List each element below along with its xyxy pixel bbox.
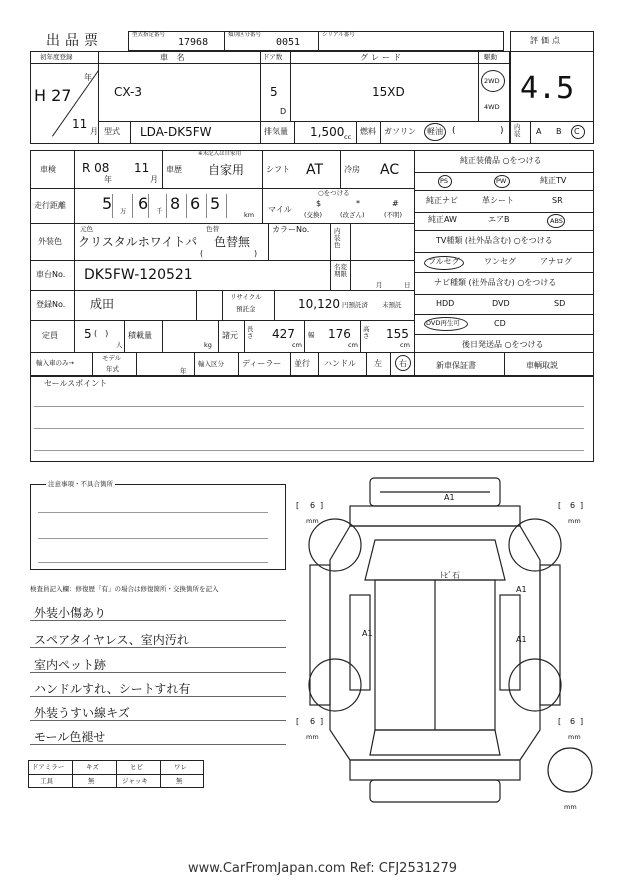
tire-depth-fl-mm: mm (306, 517, 319, 525)
mileage-opt-exchange: (交換) (304, 211, 323, 219)
length-value: 427 (272, 327, 295, 341)
later-manual: 車輌取説 (526, 361, 558, 370)
inspection-month-unit: 月 (150, 175, 158, 184)
damage-mark-right-front: A1 (516, 585, 527, 594)
drive-2wd: 2WD (484, 77, 500, 85)
grade-value: 15XD (372, 85, 405, 99)
crack-header: ヒビ (130, 763, 143, 771)
fuel-paren-open: ( (452, 126, 456, 136)
history-label: 車歴 (166, 165, 182, 174)
recycle-value: 10,120 (298, 297, 340, 311)
navi-cd: CD (494, 319, 506, 328)
recycle-label-2: 預託金 (236, 305, 256, 313)
tire-depth-rl-close: ] (320, 717, 324, 726)
color-orig: クリスタルホワイトパ (78, 235, 198, 249)
mileage-opt-star: * (356, 199, 360, 208)
capacity-label: 定員 (42, 331, 58, 340)
import-parallel: 並行 (294, 359, 310, 368)
form-title: 出品票 (46, 33, 103, 49)
tire-depth-fl: [ (296, 501, 300, 510)
ac-value: AC (380, 162, 400, 178)
tv-analog: アナログ (540, 257, 572, 266)
inspection-month: 11 (134, 161, 150, 175)
tire-depth-rr: [ (558, 717, 562, 726)
color-orig-label: 元色 (80, 225, 93, 233)
first-reg-year: H 27 (34, 86, 72, 105)
import-dealer: ディーラー (242, 359, 282, 368)
damage-mark-right-rear: A1 (516, 635, 527, 644)
color-label: 外装色 (38, 237, 62, 246)
mirror-header: ドアミラー (32, 763, 65, 771)
mileage-opt-hash: # (392, 199, 399, 208)
height-value: 155 (386, 327, 409, 341)
mileage-opt-mile: マイル (268, 205, 292, 214)
tv-fullseg: フルセグ (428, 257, 460, 266)
height-label: 高さ (363, 325, 370, 341)
tire-depth-fr-mm: mm (568, 517, 581, 525)
shift-value: AT (306, 162, 324, 178)
import-type-label: 輸入区分 (198, 360, 224, 368)
km-unit: km (244, 211, 255, 219)
equip-sr: SR (552, 196, 563, 205)
mileage-digit-4: 6 (190, 194, 201, 213)
cc-unit: cc (344, 133, 352, 141)
tire-front-left (309, 519, 361, 571)
car-name: CX-3 (114, 85, 142, 99)
tire-depth-rr-close: ] (580, 717, 584, 726)
navi-title: ナビ種類 (社外品含む) ○をつける (434, 278, 557, 287)
notes-label: 注意事項・不具合箇所 (48, 480, 113, 488)
navi-sd: SD (554, 299, 566, 308)
load-kg: kg (204, 341, 212, 349)
jack-cell: ジャッキ (122, 777, 148, 785)
jack-value: 無 (176, 777, 183, 785)
spare-tire (548, 748, 592, 792)
doors-sub: D (280, 107, 287, 116)
width-label: 幅 (308, 331, 315, 339)
handle-right: 右 (399, 359, 407, 368)
tire-rear-right (509, 659, 561, 711)
interior-b: B (556, 127, 562, 136)
damage-mark-left-door: A1 (362, 629, 373, 638)
shift-label: シフト (266, 165, 290, 174)
tire-depth-fl-close: ] (320, 501, 324, 510)
width-value: 176 (328, 327, 351, 341)
reg-value: 成田 (90, 297, 115, 311)
year-unit: 年 (84, 73, 92, 82)
fuel-diesel: 軽油 (427, 127, 443, 136)
tire-depth-fr-val: 6 (570, 501, 576, 510)
tire-depth-rr-mm: mm (568, 733, 581, 741)
color-no-label: カラーNo. (272, 225, 310, 234)
tv-oneseg: ワンセグ (484, 257, 516, 266)
model-year-label-1: モデル (102, 354, 122, 362)
model-value: LDA-DK5FW (140, 125, 212, 139)
fuel-gasoline: ガソリン (384, 127, 416, 136)
type-number-value: 17968 (178, 37, 209, 48)
length-cm: cm (292, 341, 302, 349)
class-number-label: 類別区分番号 (228, 32, 262, 38)
man-unit: 万 (120, 207, 127, 215)
navi-dvd-play: DVD再生可 (426, 319, 460, 327)
tools-value: 無 (88, 777, 95, 785)
name-change-day: 日 (404, 281, 411, 289)
later-warranty: 新車保証書 (436, 361, 476, 370)
color-code-label: 色替 (206, 225, 219, 233)
equip-airbag: エアB (488, 215, 510, 224)
dims-label: 諸元 (222, 331, 238, 340)
notes-box (30, 484, 286, 570)
damage-mark-front: A1 (444, 493, 455, 502)
color-paren-open: ( (200, 249, 204, 258)
car-damage-diagram (290, 470, 600, 810)
tire-depth-rl: [ (296, 717, 300, 726)
equip-ps: PS (440, 177, 449, 185)
history-note: ※未記入は自家用 (198, 151, 242, 157)
tire-depth-rl-mm: mm (306, 733, 319, 741)
inspection-year-unit: 年 (104, 175, 112, 184)
navi-hdd: HDD (436, 299, 455, 308)
interior-color-label: 内装色 (334, 227, 341, 250)
chassis-value: DK5FW-120521 (84, 267, 193, 283)
inspector-note: 外装うすい線キズ (34, 706, 130, 720)
handle-label: ハンドル (324, 359, 356, 368)
interior-c: C (574, 127, 580, 136)
tire-depth-rl-val: 6 (310, 717, 316, 726)
serial-number-label: シリアル番号 (322, 32, 355, 38)
class-number-value: 0051 (276, 37, 301, 48)
damage-mark-roof: ﾄﾋﾞ石 (440, 571, 460, 580)
mileage-digits (92, 192, 242, 218)
later-title: 後日発送品 ○をつける (462, 340, 544, 349)
drive-label: 駆動 (484, 53, 497, 61)
mileage-opt-tampered: (改ざん) (340, 211, 365, 219)
tire-depth-fr: [ (558, 501, 562, 510)
import-label: 輸入車のみ→ (36, 359, 74, 367)
mileage-digit-3: 8 (170, 194, 181, 213)
mileage-opt-dollar: $ (316, 199, 322, 208)
navi-dvd: DVD (492, 299, 510, 308)
load-label: 積載量 (128, 331, 152, 340)
tire-rear-left (309, 659, 361, 711)
inspection-label: 車検 (40, 165, 56, 174)
mileage-label: 走行距離 (34, 201, 66, 210)
recycle-not: 未預託 (382, 301, 402, 309)
windshield-shape (365, 540, 505, 580)
recycle-unit: 円預託済 (342, 301, 368, 309)
tools-cell: 工具 (40, 777, 53, 785)
inspector-label: 検査員記入欄：修復歴「有」の場合は修復箇所・交換箇所を記入 (30, 585, 219, 593)
tire-depth-fl-val: 6 (310, 501, 316, 510)
fuel-paren-close: ) (500, 126, 504, 136)
sen-unit: 千 (156, 207, 163, 215)
height-cm: cm (400, 341, 410, 349)
reg-label: 登録No. (36, 300, 66, 309)
chassis-label: 車台No. (36, 270, 66, 279)
fuel-label: 燃料 (360, 127, 376, 136)
mileage-circle-note: ○をつける (318, 189, 350, 197)
watermark: www.CarFromJapan.com Ref: CFJ2531279 (188, 861, 458, 876)
sales-point-label: セールスポイント (44, 379, 108, 388)
inspector-note: 室内ペット跡 (34, 658, 107, 672)
month-unit: 月 (90, 127, 98, 136)
first-reg-month: 11 (72, 117, 88, 131)
interior-a: A (536, 127, 542, 136)
mileage-opt-unknown: (不明) (384, 211, 403, 219)
scratch-header: キズ (86, 763, 99, 771)
score-title: 評価点 (530, 36, 563, 45)
equip-aw: 純正AW (428, 215, 457, 224)
model-year-unit: 年 (180, 367, 187, 375)
tire-depth-fr-close: ] (580, 501, 584, 510)
model-label: 型式 (104, 127, 120, 136)
capacity-unit: 人 (116, 341, 123, 349)
equip-tv: 純正TV (540, 176, 567, 185)
ac-label: 冷房 (344, 165, 360, 174)
score-value: 4.5 (520, 71, 575, 106)
color-change: 色替無 (214, 235, 251, 249)
equip-pw: PW (496, 177, 507, 185)
name-change-label: 名変期限 (334, 263, 347, 279)
type-number-label: 型式指定番号 (132, 32, 166, 38)
inspector-note: モール色褪せ (34, 730, 106, 744)
mileage-digit-2: 6 (138, 194, 149, 213)
equip-navi: 純正ナビ (426, 196, 458, 205)
tv-title: TV種類 (社外品含む) ○をつける (436, 236, 553, 245)
genuine-title: 純正装備品 ○をつける (460, 156, 542, 165)
drive-4wd: 4WD (484, 103, 500, 111)
name-change-month: 月 (376, 281, 383, 289)
doors-label: ドア数 (263, 53, 283, 61)
length-label: 長さ (247, 325, 254, 341)
tire-front-right (509, 519, 561, 571)
displacement-value: 1,500 (310, 125, 345, 139)
equip-abs: ABS (550, 217, 563, 225)
handle-left: 左 (374, 359, 382, 368)
inspector-note: ハンドルすれ、シートすれ有 (34, 682, 191, 696)
interior-label: 内装 (514, 123, 521, 138)
model-year-label-2: 年式 (106, 365, 119, 373)
mileage-digit-1: 5 (102, 194, 113, 213)
first-reg-label: 初年度登録 (40, 53, 73, 61)
recycle-label-1: リサイクル (230, 293, 262, 301)
car-name-label: 車 名 (160, 53, 188, 62)
equip-leather: 革シート (482, 196, 514, 205)
inspector-note: スペアタイヤレス、室内汚れ (34, 633, 189, 647)
spare-tire-mm: mm (564, 803, 577, 811)
color-paren-close: ) (254, 249, 258, 258)
displacement-label: 排気量 (264, 127, 288, 136)
mileage-digit-5: 5 (210, 194, 221, 213)
tire-depth-rr-val: 6 (570, 717, 576, 726)
width-cm: cm (348, 341, 358, 349)
doors-value: 5 (270, 85, 278, 99)
inspection-value: R 08 (82, 161, 110, 175)
grade-label: グレード (360, 53, 404, 62)
capacity-paren: ( ) (94, 329, 109, 338)
break-header: ワレ (174, 763, 187, 771)
inspector-note: 外装小傷あり (34, 606, 107, 620)
history-value: 自家用 (208, 163, 245, 177)
capacity-value: 5 (84, 327, 92, 341)
